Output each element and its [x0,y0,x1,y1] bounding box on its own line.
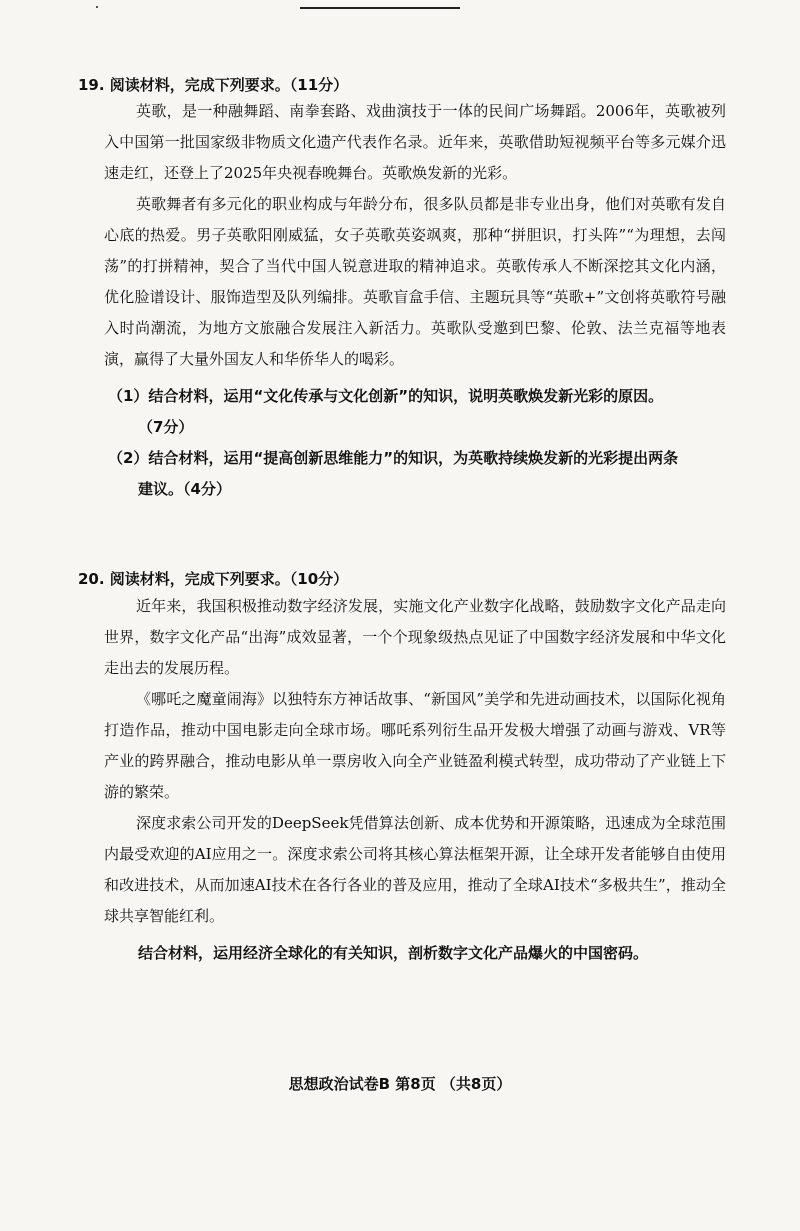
q20-paragraph-3: 深度求索公司开发的DeepSeek凭借算法创新、成本优势和开源策略，迅速成为全球范围内最受欢迎的AI应用之一。深度求索公司将其核心算法框架开源，让全球开发者能够自由使用和改进技术，从而加速AI技术在各行各业的普及应用，推动了全球AI技术“多极共生”，推动全球共享智能红利。 [104,814,726,925]
q19-sub2-line1: （2）结合材料，运用“提高创新思维能力”的知识，为英歌持续焕发新的光彩提出两条 [108,449,679,467]
q19-paragraph-2: 英歌舞者有多元化的职业构成与年龄分布，很多队员都是非专业出身，他们对英歌有发自心底的热爱。男子英歌阳刚威猛，女子英歌英姿飒爽，那种“拼胆识，打头阵”“为理想，去闯荡”的打拼精神，契合了当代中国人锐意进取的精神追求。英歌传承人不断深挖其文化内涵，优化脸谱设计、服饰造型及队列编排。英歌盲盒手信、主题玩具等“英歌+”文创将英歌符号融入时尚潮流，为地方文旅融合发展注入新活力。英歌队受邀到巴黎、伦敦、法兰克福等地表演，赢得了大量外国友人和华侨华人的喝彩。 [104,195,726,368]
page-footer: 思想政治试卷B 第8页 （共8页） [288,1075,512,1093]
q19-subquestion-1 [108,381,728,443]
q20-paragraph-2: 《哪吒之魔童闹海》以独特东方神话故事、“新国风”美学和先进动画技术，以国际化视角打造作品，推动中国电影走向全球市场。哪吒系列衍生品开发极大增强了动画与游戏、VR等产业的跨界融合，推动电影从单一票房收入向全产业链盈利模式转型，成功带动了产业链上下游的繁荣。 [104,690,726,801]
q20-task: 结合材料，运用经济全球化的有关知识，剖析数字文化产品爆火的中国密码。 [138,944,649,962]
q19-paragraph-1: 英歌，是一种融舞蹈、南拳套路、戏曲演技于一体的民间广场舞蹈。2006年，英歌被列入中国第一批国家级非物质文化遗产代表作名录。近年来，英歌借助短视频平台等多元媒介迅速走红，还登上了2025年央视春晚舞台。英歌焕发新的光彩。 [104,102,726,182]
q19-sub1-line2: （7分） [138,418,194,436]
q20-title: 20. 阅读材料，完成下列要求。（10分） [78,570,349,588]
q20-paragraph-1: 近年来，我国积极推动数字经济发展，实施文化产业数字化战略，鼓励数字文化产品走向世界，数字文化产品“出海”成效显著，一个个现象级热点见证了中国数字经济发展和中华文化走出去的发展历程。 [104,597,726,677]
header-rule [300,7,460,9]
scan-speck [96,6,98,8]
q19-title: 19. 阅读材料，完成下列要求。（11分） [78,76,349,94]
q19-sub1-line1: （1）结合材料，运用“文化传承与文化创新”的知识，说明英歌焕发新光彩的原因。 [108,387,664,405]
q19-sub2-line2: 建议。（4分） [138,480,231,498]
q19-subquestion-2 [108,443,728,505]
